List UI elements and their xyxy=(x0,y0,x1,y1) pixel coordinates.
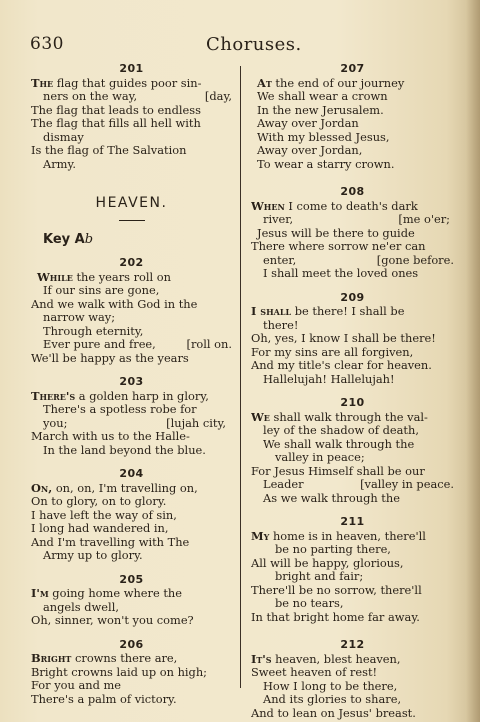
chorus-line: ley of the shadow of death, xyxy=(263,424,419,437)
chorus-line: Oh, sinner, won't you come? xyxy=(31,614,194,627)
chorus-line: dismay xyxy=(43,130,84,144)
chorus-201 xyxy=(31,62,232,171)
chorus-number: 205 xyxy=(119,572,144,586)
chorus-line: enter, xyxy=(263,253,297,267)
chorus-lead-word: When xyxy=(251,199,285,213)
chorus-210 xyxy=(251,396,454,505)
chorus-lead-word: While xyxy=(37,270,73,284)
chorus-203 xyxy=(31,375,232,457)
chorus-number: 201 xyxy=(119,62,144,75)
flat-symbol: b xyxy=(84,231,94,247)
chorus-line: Army. xyxy=(43,157,77,171)
chorus-line-runover: [lujah city, xyxy=(166,416,226,430)
chorus-line: And to lean on Jesus' breast. xyxy=(251,706,416,720)
chorus-207 xyxy=(251,62,454,171)
chorus-lead-word: There's xyxy=(31,389,76,403)
chorus-line: Is the flag of The Salvation xyxy=(31,144,187,157)
section-heading: HEAVEN. xyxy=(95,195,168,211)
chorus-line: The flag that fills all hell with xyxy=(31,117,201,130)
chorus-line: We'll be happy as the years xyxy=(31,351,189,365)
chorus-line-runover: [roll on. xyxy=(186,338,232,351)
chorus-line: In that bright home far away. xyxy=(251,610,420,624)
chorus-line: On to glory, on to glory. xyxy=(31,495,167,508)
chorus-line: going home where the xyxy=(48,587,182,600)
chorus-line: And we walk with God in the xyxy=(31,297,198,311)
key-signature: Key Ab xyxy=(43,231,94,247)
chorus-line: be there! I shall be xyxy=(291,305,405,318)
chorus-line: For you and me xyxy=(31,679,122,692)
chorus-line: a golden harp in glory, xyxy=(75,389,209,403)
chorus-line: ners on the way, xyxy=(43,90,138,103)
chorus-line-runover: [me o'er; xyxy=(398,213,450,226)
chorus-line: For Jesus Himself shall be our xyxy=(251,464,425,478)
chorus-line: In the new Jerusalem. xyxy=(257,103,384,117)
left-column xyxy=(31,62,232,706)
chorus-line: For my sins are all forgiven, xyxy=(251,345,414,359)
chorus-lead-word: We xyxy=(251,410,270,424)
chorus-line-runover: [day, xyxy=(204,90,232,103)
chorus-lead-word: It's xyxy=(251,652,272,666)
chorus-line: the years roll on xyxy=(72,270,172,284)
book-spine-shadow xyxy=(466,0,480,722)
chorus-line: How I long to be there, xyxy=(263,679,398,693)
chorus-line: In the land beyond the blue. xyxy=(43,443,206,457)
chorus-line: If our sins are gone, xyxy=(43,284,160,297)
chorus-lead-word: I shall xyxy=(251,305,292,318)
chorus-lead-word: Bright xyxy=(31,652,72,665)
chorus-line: be no parting there, xyxy=(275,543,391,556)
chorus-number: 212 xyxy=(340,638,365,651)
chorus-line: the end of our journey xyxy=(271,76,405,90)
chorus-209 xyxy=(251,291,454,387)
chorus-206 xyxy=(31,638,232,707)
chorus-line: heaven, blest heaven, xyxy=(271,652,401,666)
chorus-number: 210 xyxy=(340,396,365,409)
chorus-208 xyxy=(251,185,454,281)
chorus-204 xyxy=(31,467,232,563)
chorus-line: Bright crowns laid up on high; xyxy=(31,665,208,679)
chorus-line: Through eternity, xyxy=(43,324,144,338)
chorus-number: 203 xyxy=(119,375,144,388)
page-number: 630 xyxy=(30,34,64,54)
chorus-line: Oh, yes, I know I shall be there! xyxy=(251,332,436,345)
chorus-line: there! xyxy=(263,318,299,332)
chorus-202 xyxy=(31,256,232,365)
chorus-line-runover: [gone before. xyxy=(376,253,454,267)
chorus-line: There's a palm of victory. xyxy=(31,692,177,706)
chorus-line: March with us to the Halle- xyxy=(31,430,190,443)
chorus-line: on, on, I'm travelling on, xyxy=(52,481,198,495)
chorus-line: angels dwell, xyxy=(43,600,119,614)
chorus-line: flag that guides poor sin- xyxy=(53,76,202,90)
chorus-line: I come to death's dark xyxy=(284,199,418,213)
running-title: Choruses. xyxy=(206,34,302,55)
chorus-number: 206 xyxy=(119,637,144,651)
chorus-line: We shall wear a crown xyxy=(257,90,388,103)
chorus-line: And I'm travelling with The xyxy=(31,535,190,549)
chorus-line: And its glories to share, xyxy=(263,693,402,706)
chorus-line: I have left the way of sin, xyxy=(31,508,177,522)
chorus-211 xyxy=(251,515,454,624)
chorus-lead-word: The xyxy=(31,76,54,90)
chorus-line: valley in peace; xyxy=(275,451,365,464)
chorus-line-runover: [valley in peace. xyxy=(360,478,454,491)
chorus-line: shall walk through the val- xyxy=(269,410,428,424)
right-column xyxy=(251,62,454,720)
column-divider xyxy=(240,66,241,688)
chorus-line: Away over Jordan, xyxy=(257,144,363,157)
chorus-line: There's a spotless robe for xyxy=(43,403,197,416)
chorus-number: 211 xyxy=(340,515,365,528)
chorus-205 xyxy=(31,573,232,628)
chorus-line: There where sorrow ne'er can xyxy=(251,240,426,253)
chorus-line: Ever pure and free, xyxy=(43,338,156,351)
chorus-line: Away over Jordan xyxy=(257,117,359,130)
chorus-line: I shall meet the loved ones xyxy=(263,267,419,280)
chorus-line: Army up to glory. xyxy=(43,549,143,562)
chorus-line: With my blessed Jesus, xyxy=(257,130,390,144)
chorus-212 xyxy=(251,638,454,720)
chorus-line: As we walk through the xyxy=(263,491,400,505)
chorus-lead-word: I'm xyxy=(31,587,49,600)
chorus-line: The flag that leads to endless xyxy=(31,103,201,117)
chorus-line: Jesus will be there to guide xyxy=(257,226,415,240)
chorus-line: There'll be no sorrow, there'll xyxy=(251,583,422,597)
chorus-number: 208 xyxy=(340,185,365,198)
chorus-lead-word: At xyxy=(257,76,272,90)
chorus-line: And my title's clear for heaven. xyxy=(251,359,432,372)
chorus-line: To wear a starry crown. xyxy=(257,157,395,171)
chorus-number: 209 xyxy=(340,290,365,304)
chorus-lead-word: On, xyxy=(31,481,53,495)
chorus-line: bright and fair; xyxy=(275,570,364,583)
chorus-line: you; xyxy=(43,416,68,430)
chorus-lead-word: My xyxy=(251,529,270,543)
chorus-line: Leader xyxy=(263,478,304,491)
chorus-line: Hallelujah! Hallelujah! xyxy=(263,372,395,386)
chorus-number: 204 xyxy=(119,467,144,480)
chorus-line: river, xyxy=(263,213,294,226)
chorus-line: Sweet heaven of rest! xyxy=(251,666,378,679)
chorus-line: We shall walk through the xyxy=(263,437,415,451)
chorus-line: All will be happy, glorious, xyxy=(251,556,404,570)
chorus-line: home is in heaven, there'll xyxy=(269,529,426,543)
chorus-line: be no tears, xyxy=(275,597,344,610)
chorus-line: narrow way; xyxy=(43,311,116,324)
chorus-number: 207 xyxy=(340,62,365,75)
chorus-number: 202 xyxy=(119,256,144,269)
chorus-line: crowns there are, xyxy=(71,652,178,665)
section-rule xyxy=(119,220,145,221)
chorus-line: I long had wandered in, xyxy=(31,522,169,535)
